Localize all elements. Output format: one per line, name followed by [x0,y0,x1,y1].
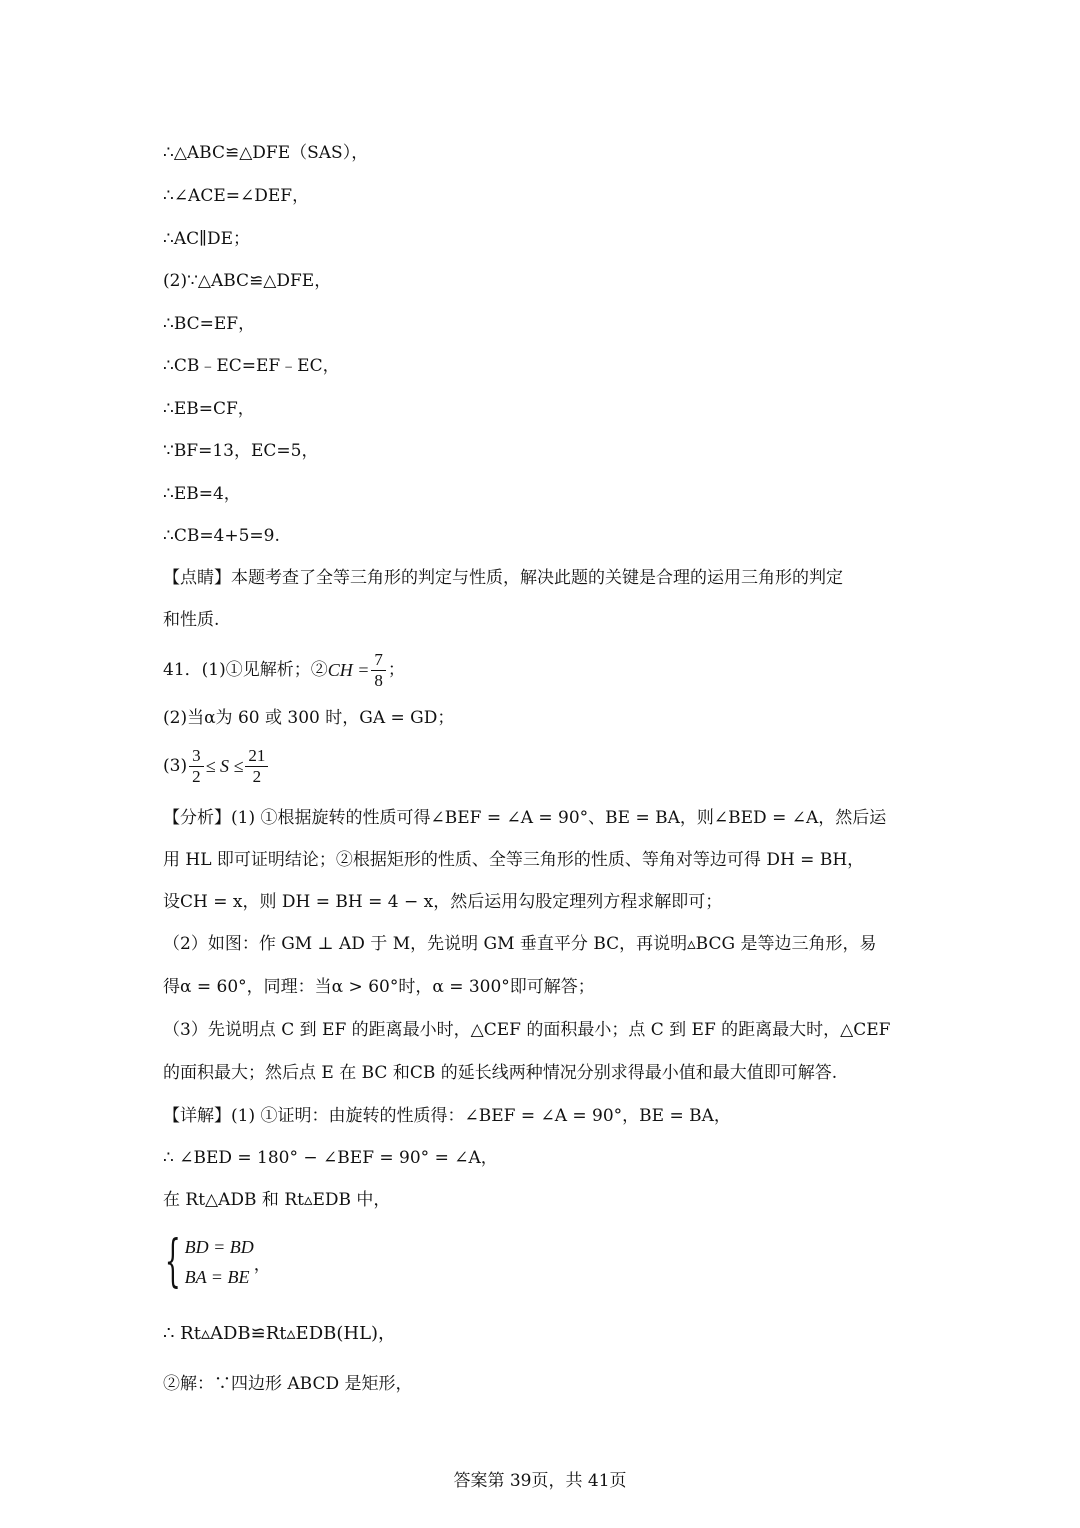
remark-line: 【点睛】本题考查了全等三角形的判定与性质，解决此题的关键是合理的运用三角形的判定 [163,568,843,588]
q41-answer-3-inequality: ≤ S ≤ [205,756,244,776]
proof-line: (2)∵△ABC≌△DFE， [163,271,332,291]
analysis-line: 【分析】(1) ①根据旋转的性质可得∠BEF = ∠A = 90°、BE = BA，则∠BED = ∠A，然后运 [163,808,887,828]
detail-line: ②解：∵四边形 ABCD 是矩形， [163,1374,413,1394]
equation-row: BA = BE [184,1267,250,1287]
analysis-line: 设CH = x，则 DH = BH = 4 − x，然后运用勾股定理列方程求解即可； [163,892,723,912]
fraction-numerator: 7 [371,650,386,671]
proof-line: ∵BF=13，EC=5， [163,441,319,461]
analysis-line: 的面积最大；然后点 E 在 BC 和CB 的延长线两种情况分别求得最小值和最大值即可解答. [163,1063,838,1083]
proof-line: ∴EB=CF， [163,399,255,419]
proof-line: ∴AC∥DE； [163,229,250,249]
detail-line: 【详解】(1) ①证明：由旋转的性质得：∠BEF = ∠A = 90°，BE = BA， [163,1106,731,1126]
left-brace: { [164,1229,181,1294]
q41-answer-1-prefix: 41．(1)①见解析；② [163,660,328,680]
proof-line: ∴BC=EF， [163,314,256,334]
fraction-denominator: 2 [252,766,262,786]
fraction [189,746,204,787]
q41-answer-1-suffix: ； [387,660,405,680]
fraction [245,746,268,787]
q41-answer-3-prefix: (3) [163,756,188,776]
analysis-line: （3）先说明点 C 到 EF 的距离最小时，△CEF 的面积最小；点 C 到 EF 的距离最大时，△CEF [163,1020,891,1040]
proof-line: ∴CB﹣EC=EF﹣EC， [163,356,340,376]
detail-line: ∴ ∠BED = 180° − ∠BEF = 90° = ∠A， [163,1148,498,1168]
fraction-denominator: 2 [192,766,201,786]
equation-row: BD = BD [184,1237,254,1257]
analysis-line: 用 HL 即可证明结论；②根据矩形的性质、全等三角形的性质、等角对等边可得 DH = BH， [163,850,865,870]
remark-line: 和性质. [163,610,220,630]
equation-system-comma: ， [253,1254,271,1275]
proof-line: ∴CB=4+5=9. [163,526,280,546]
q41-answer-3 [163,744,270,788]
fraction-numerator: 3 [189,746,204,767]
q41-answer-1 [163,648,405,692]
fraction-numerator: 21 [245,746,268,767]
detail-line: ∴ Rt▵ADB≌Rt▵EDB(HL)， [163,1323,397,1344]
equation-system [163,1229,271,1294]
analysis-line: 得α = 60°，同理：当α > 60°时，α = 300°即可解答； [163,977,595,997]
fraction [371,650,386,691]
equation-rows [185,1232,254,1292]
q41-answer-1-var: CH = [327,660,370,680]
analysis-line: （2）如图：作 GM ⊥ AD 于 M，先说明 GM 垂直平分 BC，再说明▵BCG 是等边三角形，易 [163,934,877,954]
proof-line: ∴∠ACE=∠DEF， [163,186,310,206]
fraction-denominator: 8 [374,670,383,690]
detail-line: 在 Rt△ADB 和 Rt▵EDB 中， [163,1190,391,1210]
proof-line: ∴△ABC≌△DFE（SAS）， [163,143,369,163]
page-footer: 答案第 39页，共 41页 [453,1471,627,1491]
q41-answer-2: (2)当α为 60 或 300 时，GA = GD； [163,708,455,728]
proof-line: ∴EB=4， [163,484,241,504]
